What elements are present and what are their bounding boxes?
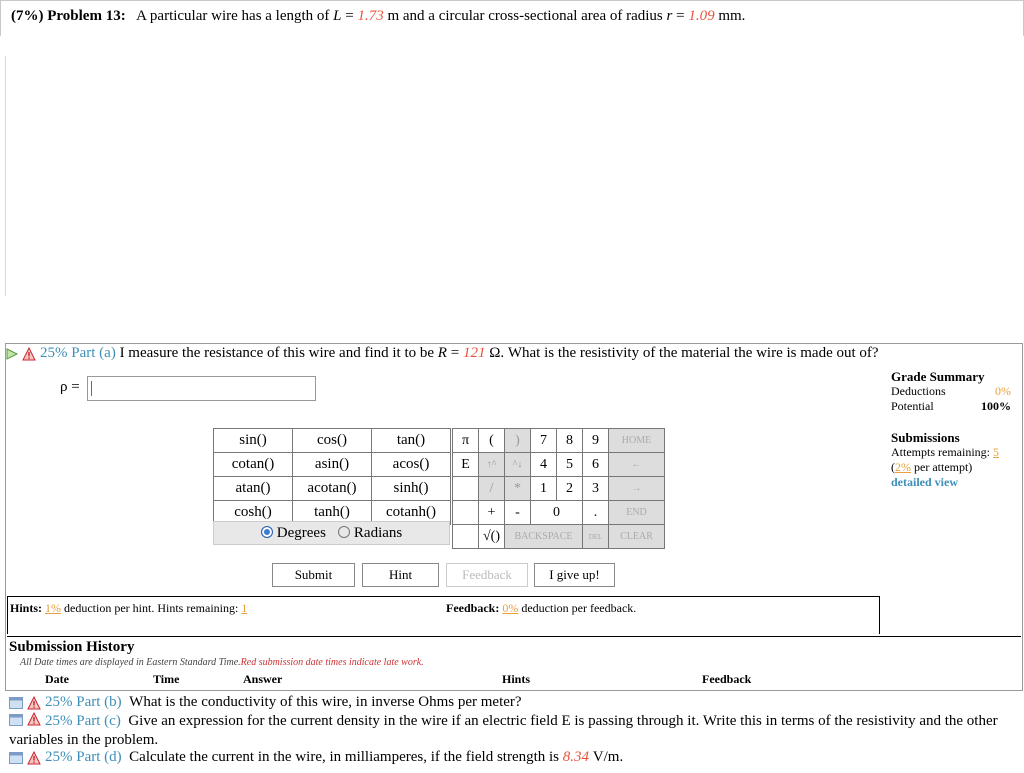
per-attempt-text: per attempt) [914,460,973,474]
calc-tan[interactable]: tan() [372,429,451,453]
col-hints: Hints [502,672,531,686]
col-date: Date [45,672,69,686]
key-9[interactable]: 9 [583,429,609,453]
key-blank-2 [453,501,479,525]
problem-text: A particular wire has a length of [136,8,330,24]
answer-input[interactable] [87,376,316,401]
key-pi[interactable]: π [453,429,479,453]
answer-label: ρ = [60,379,80,395]
collapsed-box-icon[interactable] [9,714,23,726]
problem-image-area [5,56,1019,296]
key-left[interactable]: ← [609,453,665,477]
submissions-panel: Submissions Attempts remaining: 5 (2% per attempt) detailed view [891,430,1019,490]
feedback-label: Feedback: [446,601,500,615]
key-backspace[interactable]: BACKSPACE [505,525,583,549]
field-strength-unit: V/m. [592,749,624,765]
feedback-pct: 0% [502,601,519,615]
degrees-radio[interactable] [261,526,273,538]
potential-label: Potential [891,399,934,413]
key-star[interactable]: * [505,477,531,501]
key-4[interactable]: 4 [531,453,557,477]
part-a-percent: 25% [40,345,68,361]
attempts-value: 5 [992,445,999,459]
col-answer: Answer [243,672,283,686]
key-clear[interactable]: CLEAR [609,525,665,549]
submissions-title: Submissions [891,430,960,445]
part-c-percent: 25% [45,713,73,729]
R-value: 121 [462,345,486,361]
key-6[interactable]: 6 [583,453,609,477]
calc-cotanh[interactable]: cotanh() [372,501,451,525]
hints-label: Hints: [10,601,43,615]
problem-header: (7%) Problem 13: A particular wire has a length of L = 1.73 m and a circular cross-sectional area of radius r = 1.09 mm. [0,0,1024,36]
late-work-note: Red submission date times indicate late work. [240,657,424,668]
feedback-box [444,596,880,634]
key-7[interactable]: 7 [531,429,557,453]
warning-icon [22,347,36,361]
key-plus[interactable]: + [479,501,505,525]
warning-icon [27,696,41,710]
radians-radio[interactable] [338,526,350,538]
deductions-value: 0% [995,384,1011,398]
potential-value: 100% [981,399,1011,413]
attempts-label: Attempts remaining: [891,445,990,459]
key-down[interactable]: ^↓ [505,453,531,477]
hints-text: deduction per hint. Hints remaining: [64,601,239,615]
calc-acotan[interactable]: acotan() [293,477,372,501]
play-triangle-icon[interactable] [5,347,19,361]
part-b-label: Part (b) [76,694,122,710]
per-attempt-pct: 2% [895,460,911,474]
collapsed-box-icon[interactable] [9,752,23,764]
part-c-row[interactable] [9,712,1014,750]
submission-history-title: Submission History [9,639,135,655]
key-5[interactable]: 5 [557,453,583,477]
L-var: L [333,8,342,24]
radians-option[interactable] [338,525,402,542]
calc-atan[interactable]: atan() [214,477,293,501]
r-unit: mm. [718,8,746,24]
key-rparen[interactable]: ) [505,429,531,453]
calc-cosh[interactable]: cosh() [214,501,293,525]
part-d-text: Calculate the current in the wire, in milliamperes, if the field strength is [129,749,560,765]
part-c-text: Give an expression for the current density in the wire if an electric field E is passing through it. Write this in terms of the resistivity and the other variables in the problem. [9,713,998,748]
calc-sin[interactable]: sin() [214,429,293,453]
text-caret [91,381,92,396]
warning-icon [27,751,41,765]
key-blank-1 [453,477,479,501]
part-c-label: Part (c) [76,713,121,729]
key-end[interactable]: END [609,501,665,525]
calc-keypad [452,428,665,549]
key-1[interactable]: 1 [531,477,557,501]
part-b-percent: 25% [45,694,73,710]
degrees-label: Degrees [276,524,326,541]
key-del[interactable]: DEL [583,525,609,549]
radians-label: Radians [353,524,403,541]
key-lparen[interactable]: ( [479,429,505,453]
key-e[interactable]: E [453,453,479,477]
submission-history-note [20,657,424,668]
hint-button[interactable]: Hint [362,563,439,587]
field-strength-value: 8.34 [562,749,590,765]
submit-button[interactable]: Submit [272,563,355,587]
key-up[interactable]: ↑^ [479,453,505,477]
deductions-label: Deductions [891,384,946,398]
warning-icon [27,712,41,726]
col-feedback: Feedback [702,672,752,686]
part-a-text: I measure the resistance of this wire and find it to be [119,345,435,361]
calc-asin[interactable]: asin() [293,453,372,477]
part-d-percent: 25% [45,749,73,765]
key-sqrt[interactable]: √() [479,525,505,549]
angle-mode-row [213,521,450,545]
key-8[interactable]: 8 [557,429,583,453]
give-up-button[interactable]: I give up! [534,563,615,587]
key-right[interactable]: → [609,477,665,501]
calc-functions [213,428,451,525]
part-a-title: 25% Part (a) I measure the resistance of this wire and find it to be R = 121 Ω. What is the resistivity of the material the wire is made out of? [5,345,879,362]
part-b-text: What is the conductivity of this wire, in inverse Ohms per meter? [129,694,522,710]
problem-number: Problem 13: [47,8,126,24]
key-blank-3 [453,525,479,549]
part-a-text-post: Ω. What is the resistivity of the material the wire is made out of? [489,345,879,361]
detailed-view-link[interactable]: detailed view [891,475,958,489]
r-var: r [666,8,673,24]
calc-cos[interactable]: cos() [293,429,372,453]
part-d-row[interactable] [9,749,623,766]
calc-cotan[interactable]: cotan() [214,453,293,477]
key-minus[interactable]: - [505,501,531,525]
key-3[interactable]: 3 [583,477,609,501]
hints-remaining: 1 [241,601,248,615]
submission-history-divider [7,636,1021,637]
L-value: 1.73 [357,8,384,24]
key-0[interactable]: 0 [531,501,583,525]
calc-acos[interactable]: acos() [372,453,451,477]
key-2[interactable]: 2 [557,477,583,501]
collapsed-box-icon[interactable] [9,697,23,709]
part-a-label: Part (a) [71,345,116,361]
r-value: 1.09 [688,8,715,24]
feedback-text: deduction per feedback. [521,601,637,615]
problem-weight: (7%) [11,8,44,24]
key-dot[interactable]: . [583,501,609,525]
calc-sinh[interactable]: sinh() [372,477,451,501]
calc-tanh[interactable]: tanh() [293,501,372,525]
hints-box [7,596,444,634]
grade-summary-title: Grade Summary [891,369,985,384]
grade-summary [891,369,1011,414]
key-home[interactable]: HOME [609,429,665,453]
R-var: R [437,345,447,361]
feedback-button[interactable]: Feedback [446,563,528,587]
timezone-note: All Date times are displayed in Eastern Standard Time. [20,657,241,668]
degrees-option[interactable] [261,525,326,542]
hints-pct: 1% [45,601,62,615]
key-slash[interactable]: / [479,477,505,501]
part-d-label: Part (d) [76,749,122,765]
L-unit: m and a circular cross-sectional area of radius [387,8,663,24]
part-b-row[interactable] [9,694,522,711]
col-time: Time [153,672,180,686]
